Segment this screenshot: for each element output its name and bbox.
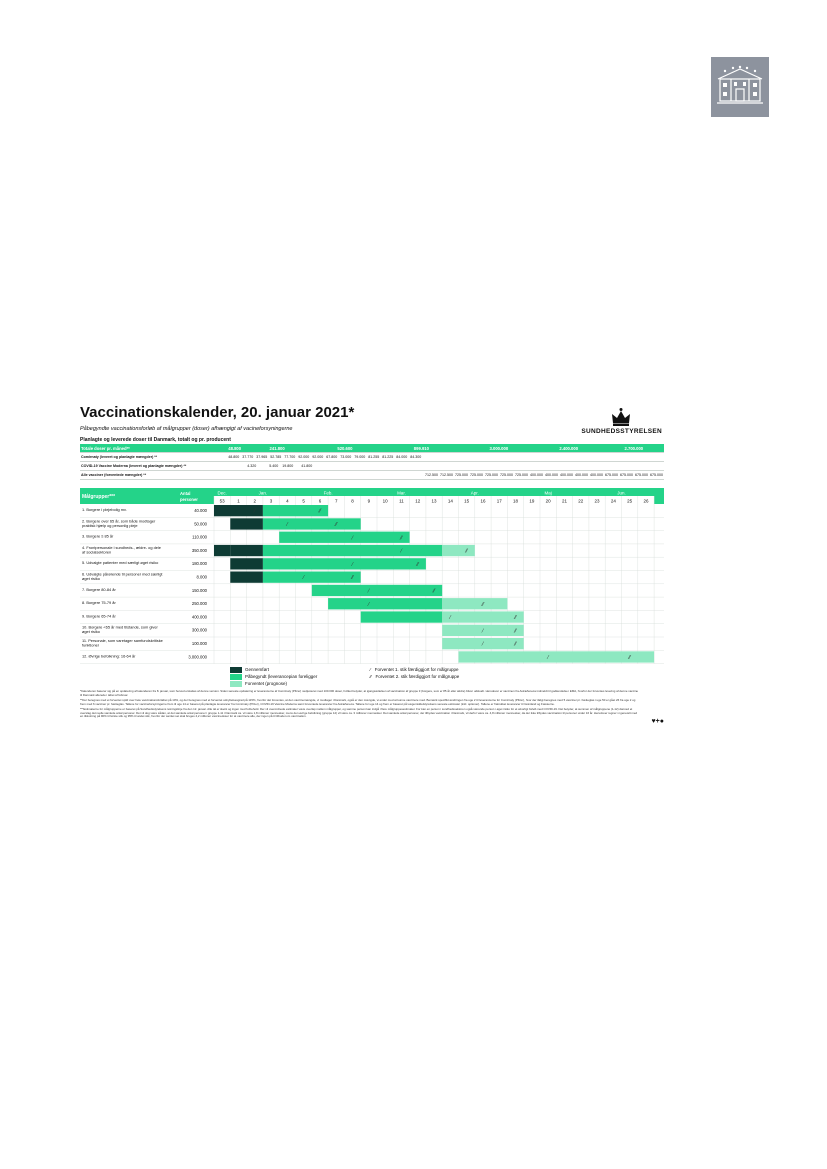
dose-value: 725.000 [485, 473, 498, 477]
calendar-bar [279, 532, 409, 543]
double-syringe-icon: ⁄⁄ [433, 588, 435, 595]
calendar-bar [328, 598, 442, 609]
double-syringe-icon: ⁄⁄ [465, 548, 468, 555]
dose-value: 92.000 [298, 455, 310, 459]
week-label: 16 [480, 498, 486, 504]
double-syringe-icon: ⁄⁄ [370, 674, 372, 679]
syringe-icon: ⁄ [352, 561, 353, 568]
week-label: 10 [382, 498, 388, 504]
group-persons: 150.000 [191, 587, 207, 593]
group-persons: 100.000 [191, 641, 207, 646]
group-name: 12. Øvrige befolkning: 16-64 år [82, 653, 136, 659]
calendar-bar [230, 572, 263, 583]
legend-swatch-forecast [230, 681, 242, 687]
footnotes [80, 690, 640, 721]
double-syringe-icon: ⁄⁄ [400, 535, 403, 542]
week-label: 12 [415, 498, 421, 504]
group-name: 4. Frontpersonale i sundheds-, ældre- og dele [82, 544, 161, 550]
week-label: 2 [253, 498, 257, 504]
group-name: 10. Borgere <65 år med tilstande, som giver [82, 624, 158, 630]
syringe-icon: ⁄ [352, 535, 353, 542]
double-syringe-icon: ⁄⁄ [416, 561, 419, 568]
calendar-bar [459, 651, 655, 662]
dose-value: 81.255 [368, 455, 380, 459]
group-name: funktioner [82, 642, 100, 648]
dose-row-label: Alle vacciner (forventede mængder) ** [80, 471, 227, 480]
week-label: 15 [464, 498, 470, 504]
doses-table [80, 444, 664, 480]
group-persons: 180.000 [191, 561, 207, 567]
month-label: Jun. [617, 490, 626, 496]
double-syringe-icon: ⁄⁄ [351, 575, 354, 582]
week-label: 22 [578, 498, 584, 504]
group-persons: 350.000 [191, 547, 207, 553]
calendar-grid [80, 488, 664, 671]
syringe-icon: ⁄ [482, 641, 484, 648]
dose-value: 400.000 [575, 473, 588, 477]
legend-label: Påbegyndt (leverancepian foreligger [245, 674, 318, 680]
group-name: 11. Personale, som varetager samfundskritiske [82, 638, 163, 643]
calendar-bar [442, 611, 524, 622]
dose-row-label: Comirnaty (leveret og planlagte mængder) ** [80, 453, 227, 462]
calendar-bar [312, 585, 442, 596]
totals-row [80, 444, 664, 453]
calendar-bar [230, 545, 263, 556]
building-logo [711, 57, 769, 117]
group-name: 9. Borgere 65-74 år [82, 613, 116, 619]
legend-swatch-done [230, 667, 242, 673]
week-label: 14 [447, 498, 453, 504]
week-label: 19 [529, 498, 535, 504]
brand-block [572, 407, 662, 435]
total-cell: 2.700.000 [604, 444, 664, 453]
double-syringe-icon: ⁄⁄ [335, 521, 338, 528]
dose-value: 73.000 [340, 455, 352, 459]
calendar-bar [263, 558, 426, 569]
dose-row-label: COVID-19 Vaccine Moderna (leveret og planlagte mængder) ** [80, 462, 227, 471]
group-name: 7. Borgere 80-84 år [82, 586, 116, 592]
group-name: praktisk hjælp og personlig pleje [82, 522, 138, 528]
calendar-bar [361, 611, 443, 622]
group-persons: 110.000 [192, 534, 207, 540]
month-label: Jan. [258, 490, 268, 496]
syringe-icon: ⁄ [286, 521, 288, 528]
group-persons: 8.000 [196, 574, 207, 580]
group-header: Målgrupper*** [82, 494, 116, 500]
dose-value: 67.800 [326, 455, 338, 459]
month-label: Feb. [323, 490, 333, 496]
double-syringe-icon: ⁄⁄ [319, 508, 321, 515]
dose-row-comirnaty [80, 453, 664, 462]
calendar-bar [230, 558, 263, 569]
legend-item-forecast [230, 681, 287, 687]
calendar-bar [263, 545, 442, 556]
legend-item-planned [230, 674, 317, 680]
group-name: 3. Borgere ≥ 85 år [82, 533, 114, 539]
syringe-icon: ⁄ [368, 601, 370, 608]
week-label: 8 [351, 498, 354, 504]
calendar-svg [80, 488, 664, 666]
syringe-icon: ⁄ [547, 654, 549, 661]
dose-value: 19.800 [282, 464, 294, 468]
persons-header: Antal [180, 491, 191, 496]
dose-value: 675.000 [635, 473, 648, 477]
dose-value: 77.700 [284, 455, 296, 459]
group-name: 2. Borgere over 65 år, som både modtager [82, 518, 156, 524]
footnote: *Kalenderen baserer sig på en opdatering af kalenderen fra 8. januar, som herved erstattes af denne version. Siden seneste opdatering er leverancerne af Comirnaty (Pfizer) nedjusteret med 100.000 doser, hvilket betyder, at igangsættelsen af vaccination af gruppe 3 (borgere, som er 85 år eller ældre) bliver udskudt. Herudover er vaccinen fra AstraZeneca indmeldt til godkendelse i EMA, hvorfor der forventes levering af denne vaccine til Danmark allerede i løbet af februar. [80, 689, 639, 697]
brand-name: SUNDHEDSSTYRELSEN [581, 428, 662, 435]
group-persons: 40.000 [194, 508, 207, 513]
week-label: 4 [286, 498, 289, 504]
persons-header: personer [180, 497, 198, 502]
dose-value: 725.000 [500, 473, 513, 477]
vaccination-calendar-document [80, 400, 664, 760]
dose-value: 675.000 [650, 473, 663, 477]
legend-label: Forventet (prognose) [245, 681, 288, 687]
document-title: Vaccinationskalender, 20. januar 2021* [80, 404, 355, 421]
dose-value: 712.500 [440, 473, 453, 477]
legend-swatch-planned [230, 674, 242, 680]
double-syringe-icon: ⁄⁄ [482, 601, 484, 608]
total-cell: 520.600 [311, 444, 379, 453]
syringe-icon: ⁄ [368, 588, 370, 595]
total-cell: 48.800 [227, 444, 243, 453]
double-syringe-icon: ⁄⁄ [628, 654, 631, 661]
group-name: 1. Borgere i plejebolig mv. [82, 507, 127, 512]
syringe-icon: ⁄ [449, 615, 451, 622]
total-cell: 241.800 [243, 444, 311, 453]
document-subtitle: Påbegyndte vaccinationsforløb af målgrupper (doser) afhængigt af vacineforsyningerne [80, 426, 293, 432]
dose-value: 41.800 [301, 464, 313, 468]
week-label: 25 [627, 498, 633, 504]
total-cell: 3.000.000 [464, 444, 534, 453]
building-logo-icon [711, 57, 769, 117]
dose-value: 725.000 [515, 473, 528, 477]
group-persons: 250.000 [191, 601, 207, 607]
week-label: 21 [561, 498, 567, 504]
week-label: 18 [513, 498, 519, 504]
syringe-icon: ⁄ [482, 628, 484, 635]
double-syringe-icon: ⁄⁄ [514, 628, 517, 635]
footnote: **Der beregnes med et forventet spild over hele vaccinationsforløbet på 10%, og der beregnes med et forventet udnyttelsesgrad på 115%, hvorfor det forventes, at den vaccinemængde, vi modtager i Danmark, også er den mængde, vi ender med at kunne vaccinere med. Bemærk specifikt ændringen fra uge 2 til leverancerne for Comirnaty (Pfizer), hvor der ifølgt beregnes med 5 vacciner pr. hætteglas i uge 50 er gået 26 fra uge 2 og frem med 6 vacciner pr. hætteglas. Tallene for vaccineforsyningerne frem til uge 14 er baseret på planlagte leverancer fra Comirnaty (Pfizer), COVID-19 Vaccine Moderna samt forventede leverancer fra AstraZeneca. Tallene for uge 14 og frem er baseret på Lægemiddelstyrelsens seneste estimater (inkl. optioner). Tallene er fratrukket leverancer til Grønland og Færøerne. [80, 698, 636, 706]
week-label: 26 [643, 498, 649, 504]
double-syringe-icon: ⁄⁄ [514, 615, 517, 622]
dose-value: 675.000 [620, 473, 633, 477]
group-name: 8. Borgere 75-79 år [82, 600, 116, 606]
calendar-bar [263, 518, 361, 529]
group-name: 5. Udvalgte patienter med særligt øget risiko [82, 560, 159, 566]
dose-value: 400.000 [560, 473, 573, 477]
dose-value: 37.770 [242, 455, 254, 459]
calendar-bar [442, 545, 475, 556]
dose-row-moderna [80, 462, 664, 471]
legend-label: Gennemført [245, 667, 270, 673]
week-label: 53 [219, 498, 225, 504]
dose-row-values [227, 453, 664, 462]
week-label: 13 [431, 498, 437, 504]
dose-value: 84.000 [396, 455, 408, 459]
section-heading: Planlagte og leverede doser til Danmark, totalt og pr. producent [80, 437, 231, 443]
dose-row-values [227, 471, 664, 480]
week-label: 6 [318, 498, 322, 504]
footnote: ***Estimaterne for målgrupperne er baseret på Sundhedsstyrelsens retningslinje fra den 12. januar. Alle tal er skønt og ingen med forbehold. Der vil overordnede estimater være overlap mellem målgrupper, og samme person kan indgå i flere målgruppesestimater. For kan en person i sundhedssektoren også værende person i øget risiko for et alvorligt forløb med COVID-19. Det betyder, at summen af målgruppene (1-12) danned et overslag det reelle samlede antal personer. Det vil dog være sådan, at det samlede antal personer i gruppe 1-11 i Danmark ca. vil være 1,8 millioner mennesker, mens den øvrige befolkning (gruppe 12) vil være ca. 3 millioner mennesker. Det samlede antal personer, der tilbydes vaccination i Danmark, vil derfor være ca. 4,8 millioner mennesker, da der ikke tilbydes vaccination til personer under 16 år. Herudover regner vi generelt med en tilslutning på 90% til første stik og 95% til andet stik, hvorfor der samlet set skal bruges 4,2 millioner vaccinedoser for at vaccinere alle, der ingen på til tilbudet om vaccination. [80, 707, 638, 718]
dose-value: 5.400 [269, 464, 279, 468]
dose-value: 48.800 [228, 455, 240, 459]
week-label: 1 [237, 498, 240, 504]
week-label: 11 [399, 498, 404, 504]
group-name: øget risiko [82, 576, 100, 581]
dose-value: 712.500 [425, 473, 438, 477]
dose-value: 725.000 [455, 473, 468, 477]
calendar-bar [442, 598, 507, 609]
dose-value: 725.000 [470, 473, 483, 477]
dose-value: 84.300 [410, 455, 422, 459]
syringe-icon: ⁄ [401, 548, 402, 555]
group-name: øget risiko [82, 629, 100, 635]
month-label: Mar. [397, 490, 406, 496]
dose-value: 400.000 [590, 473, 603, 477]
dose-value: 400.000 [530, 473, 543, 477]
group-persons: 50.000 [194, 521, 207, 527]
crown-icon [610, 407, 632, 427]
legend-label: Forventet 1. stik færdiggjort for målgruppe [374, 667, 459, 672]
week-label: 7 [334, 498, 338, 504]
week-label: 23 [594, 498, 600, 504]
dose-value: 675.000 [605, 473, 618, 477]
group-persons: 400.000 [191, 614, 207, 620]
legend-item-done [230, 667, 269, 673]
week-label: 20 [545, 498, 551, 504]
total-cell: 899.910 [379, 444, 464, 453]
dose-value: 79.000 [354, 455, 366, 459]
legend-item-second [370, 674, 459, 679]
footer-mark: ♥+● [651, 718, 664, 725]
week-label: 5 [302, 498, 305, 504]
dose-value: 92.000 [312, 455, 324, 459]
month-label: Maj [544, 490, 552, 496]
dose-value: 4.320 [247, 464, 257, 468]
total-cell: 2.400.000 [534, 444, 604, 453]
month-label: Apr. [470, 490, 479, 496]
totals-label: Totale doser pr. måned** [80, 444, 227, 453]
group-persons: 300.000 [191, 627, 207, 633]
week-label: 9 [367, 498, 371, 504]
group-persons: 3.000.000 [188, 654, 207, 660]
dose-value: 52.785 [270, 455, 282, 459]
legend-item-first [370, 667, 459, 672]
dose-value: 400.000 [545, 473, 558, 477]
double-syringe-icon: ⁄⁄ [514, 641, 517, 648]
syringe-icon: ⁄ [254, 508, 256, 515]
dose-row-values [227, 462, 664, 471]
dose-value: 37.965 [256, 455, 268, 459]
week-label: 17 [496, 498, 502, 504]
dose-row-all [80, 471, 664, 480]
syringe-icon: ⁄ [303, 575, 305, 582]
group-name: 6. Udvalgte pårørende til personer med særligt [82, 571, 163, 577]
calendar-bar [214, 505, 263, 516]
dose-value: 81.225 [382, 455, 394, 459]
week-label: 3 [269, 498, 273, 504]
calendar-bar [214, 545, 230, 556]
syringe-icon: ⁄ [370, 667, 371, 672]
group-name: af socialsektoren [82, 549, 112, 555]
calendar-bar [263, 572, 361, 583]
month-label: Dec. [217, 490, 227, 496]
legend-label: Forventet 2. stik færdiggjort for målgruppe [375, 674, 460, 679]
calendar-bar [230, 518, 263, 529]
week-label: 24 [610, 498, 616, 504]
